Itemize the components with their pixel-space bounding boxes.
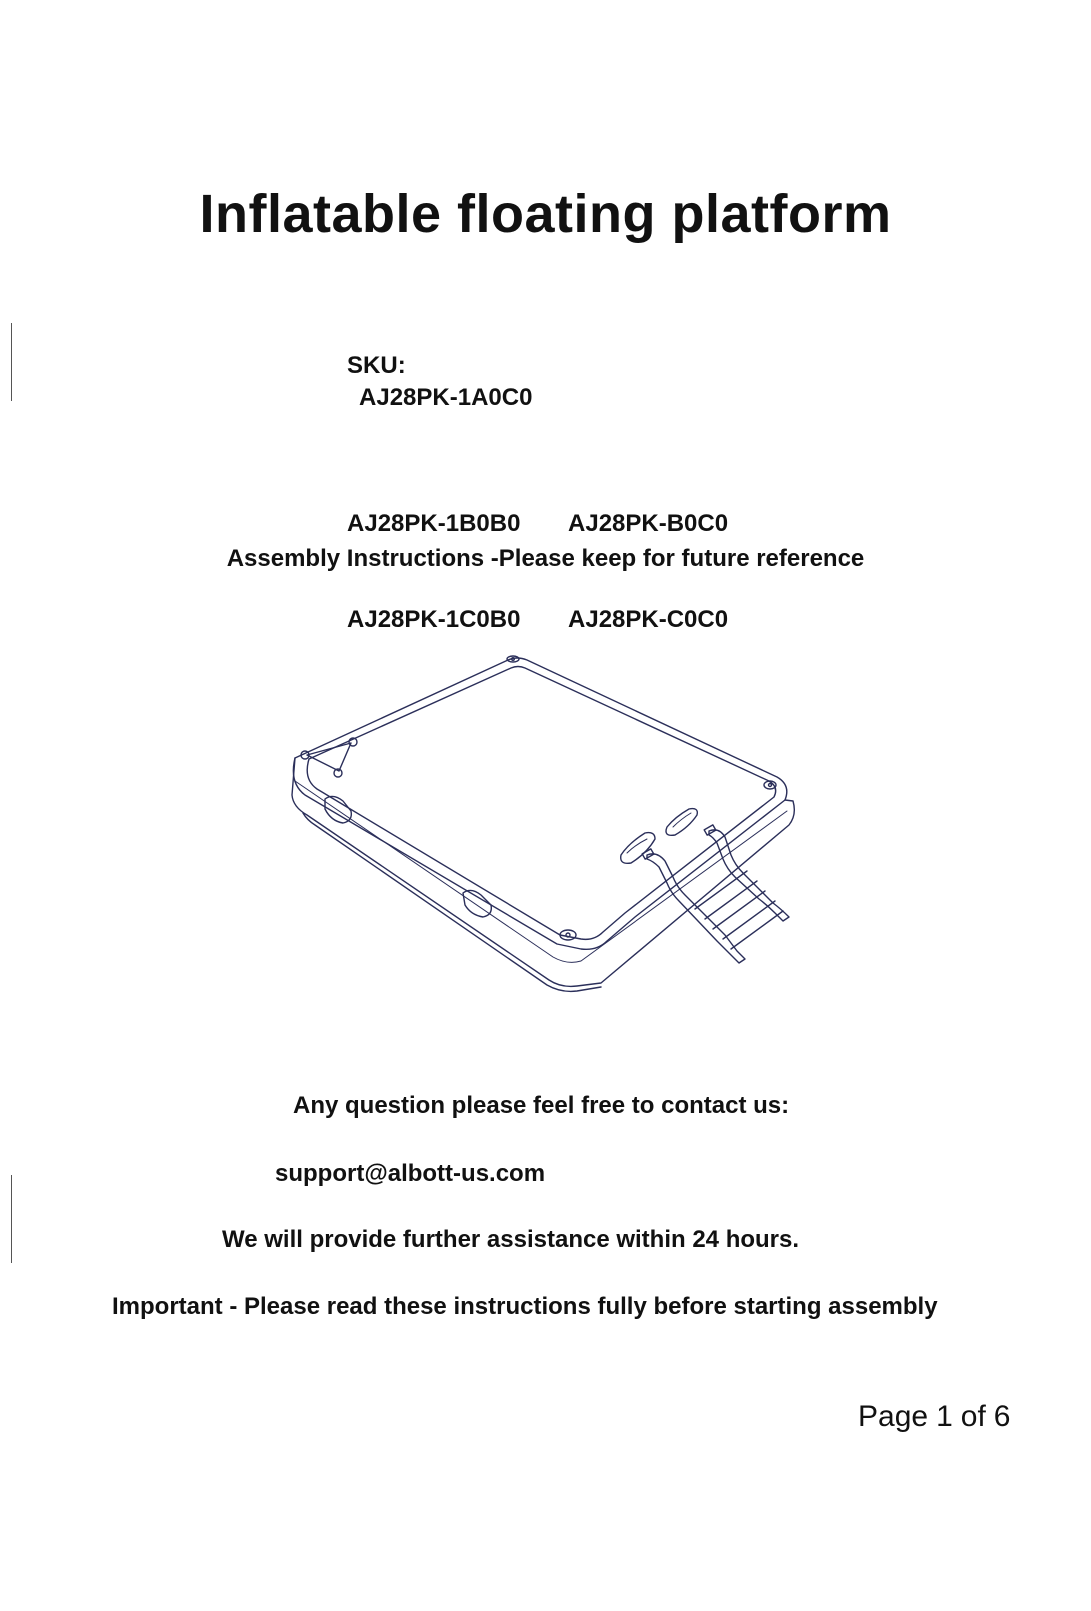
sku-block bbox=[307, 318, 728, 668]
platform-bottom-edge bbox=[303, 813, 601, 991]
page-indicator bbox=[858, 1400, 1018, 1434]
sku-row bbox=[307, 572, 728, 668]
ladder-mount-icon bbox=[666, 809, 697, 836]
scan-edge-mark bbox=[11, 1175, 12, 1263]
page-prefix: Page bbox=[858, 1400, 929, 1433]
contact-question: Any question please feel free to contact us: bbox=[293, 1092, 790, 1119]
sku-label: SKU: bbox=[347, 352, 406, 379]
sku-code: AJ28PK-1C0B0 bbox=[347, 606, 521, 633]
platform-top-inner-border bbox=[307, 667, 775, 940]
platform-side-wall bbox=[292, 758, 794, 986]
support-email: support@albott-us.com bbox=[275, 1160, 546, 1187]
sku-code: AJ28PK-B0C0 bbox=[568, 510, 729, 537]
important-note: Important - Please read these instructions fully before starting assembly bbox=[112, 1293, 938, 1320]
sku-primary-row bbox=[307, 318, 728, 446]
platform-top-outline bbox=[293, 658, 786, 949]
ladder-mount-icon bbox=[621, 833, 655, 864]
page-separator: of bbox=[960, 1400, 986, 1433]
floating-platform-illustration bbox=[285, 655, 825, 1010]
corner-rope-icon bbox=[301, 738, 357, 777]
sku-code: AJ28PK-C0C0 bbox=[568, 606, 729, 633]
scan-edge-mark bbox=[11, 323, 12, 401]
side-handle-icon bbox=[463, 890, 491, 917]
document-title: Inflatable floating platform bbox=[199, 184, 892, 244]
page-current: 1 bbox=[936, 1400, 953, 1433]
sku-code: AJ28PK-1B0B0 bbox=[347, 510, 521, 537]
sku-primary-code: AJ28PK-1A0C0 bbox=[359, 384, 533, 411]
assistance-note: We will provide further assistance within 24 hours. bbox=[222, 1226, 800, 1253]
assembly-instructions-heading: Assembly Instructions -Please keep for future reference bbox=[226, 545, 865, 572]
page-total: 6 bbox=[993, 1400, 1011, 1433]
